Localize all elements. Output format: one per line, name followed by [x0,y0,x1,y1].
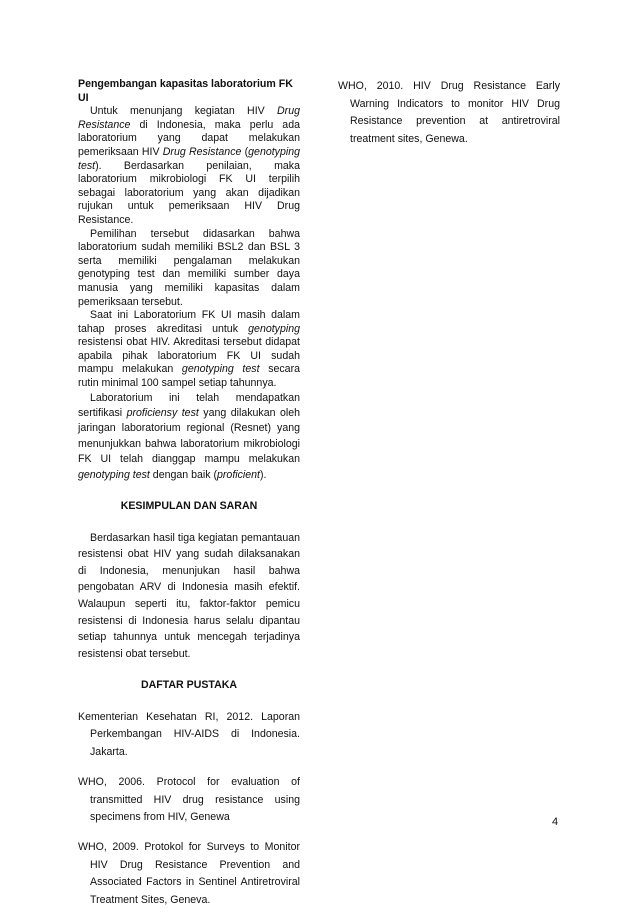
subheading: Pengembangan kapasitas laboratorium FK UI [78,78,293,104]
text-span: yang dilakukan oleh jaringan laboratorium regional (Resnet) yang menunjukkan bahwa laboratorium mikrobiologi FK UI telah dianggap mampu melakukan [78,407,300,466]
text-span: dengan baik ( [149,468,218,481]
paragraph-1 [78,105,300,227]
text-span: Laboratorium ini telah mendapatkan sertifikasi [78,391,300,420]
section-heading-references: DAFTAR PUSTAKA [140,679,238,692]
reference-item: Kementerian Kesehatan RI, 2012. Laporan Perkembangan HIV-AIDS di Indonesia. Jakarta. [78,711,300,758]
italic-term: proficient [217,468,261,481]
text-span: ( [241,145,249,158]
text-span: di Indonesia, maka perlu ada laboratorium yang dapat melakukan pemeriksaan HIV [78,118,300,158]
reference-item: WHO, 2009. Protokol for Surveys to Monitor HIV Drug Resistance Prevention and Associated Factors in Sentinel Antiretroviral Treatment Sites, Geneva. [78,841,300,906]
section-heading-conclusion: KESIMPULAN DAN SARAN [120,500,258,513]
text-span: resistensi obat HIV. Akreditasi tersebut didapat apabila pihak laboratorium FK UI sudah mampu melakukan [78,336,300,376]
text-span: secara rutin minimal 100 sampel setiap tahunnya. [78,363,300,390]
reference-item: WHO, 2006. Protocol for evaluation of transmitted HIV drug resistance using specimens from HIV, Genewa [78,776,300,824]
italic-term: proficiensy test [126,407,199,420]
italic-term: genotyping test [181,363,260,376]
text-span: ). Berdasarkan penilaian, maka laboratorium mikrobiologi FK UI terpilih sebagai laboratorium yang akan dijadikan rujukan untuk pemeriksaan HIV Drug Resistance. [78,159,300,226]
text-span: ). [260,468,267,481]
reference-item: WHO, 2010. HIV Drug Resistance Early Warning Indicators to monitor HIV Drug Resistance prevention at antiretroviral treatment sites, Genewa. [338,80,560,145]
paragraph-3 [78,309,300,391]
text-span: Untuk menunjang kegiatan HIV [90,105,278,118]
right-column [338,78,560,148]
italic-term: Drug Resistance [162,145,242,158]
page-number: 4 [552,816,559,828]
italic-term: Drug Resistance [78,105,300,131]
paragraph-4 [78,391,300,483]
italic-term: genotyping test [78,468,150,481]
paragraph-5: Berdasarkan hasil tiga kegiatan pemantauan resistensi obat HIV yang sudah dilaksanakan di Indonesia, menunjukan hasil bahwa pengobatan ARV di Indonesia masih efektif. Walaupun seperti itu, faktor-faktor pemicu resistensi di Indonesia harus selalu dipantau setiap tahunnya untuk mencegah terjadinya resistensi obat tersebut. [78,531,300,660]
paragraph-2: Pemilihan tersebut didasarkan bahwa laboratorium sudah memiliki BSL2 dan BSL 3 serta memiliki pengalaman melakukan genotyping test dan memiliki sumber daya manusia yang memiliki kapasitas dalam pemeriksaan tersebut. [78,227,300,308]
left-column [78,78,300,922]
italic-term: genotyping [248,322,300,335]
text-span: Saat ini Laboratorium FK UI masih dalam tahap proses akreditasi untuk [78,309,300,335]
italic-term: genotyping test [78,145,300,172]
